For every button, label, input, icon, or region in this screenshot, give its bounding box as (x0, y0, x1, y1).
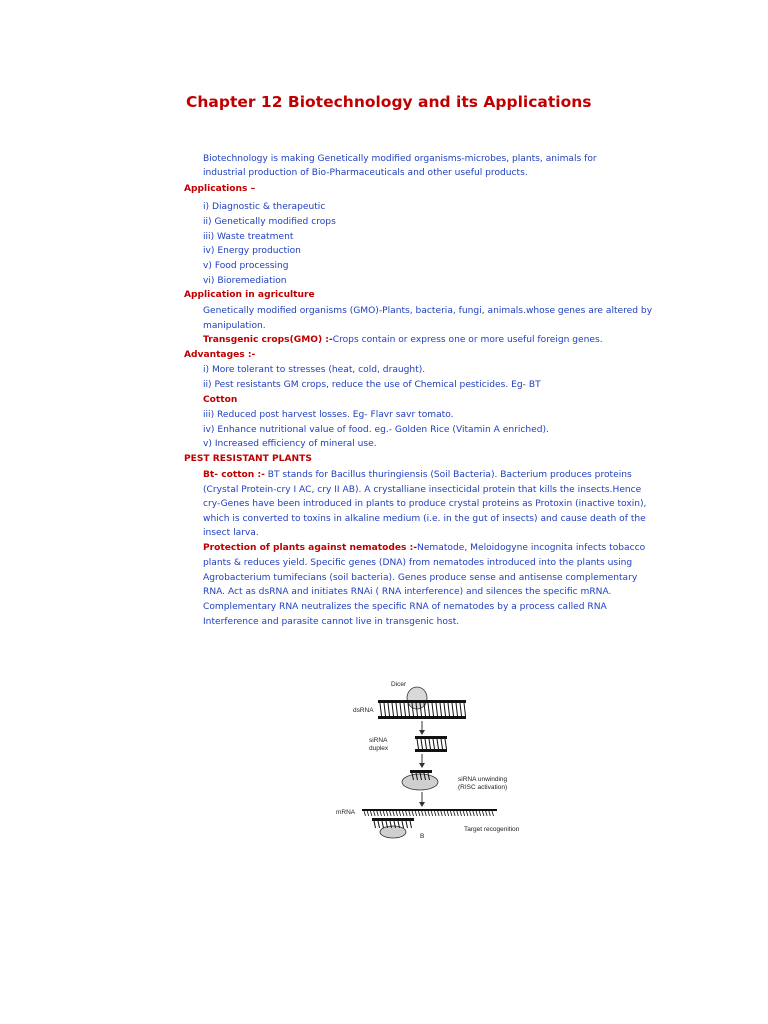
cotton-label: Cotton (203, 395, 238, 405)
list-item: iii) Waste treatment (203, 232, 294, 242)
nem-line: Interference and parasite cannot live in transgenic host. (203, 617, 460, 627)
rna-base-tick (454, 811, 456, 816)
rna-base-tick (437, 739, 439, 749)
rna-base-tick (374, 821, 376, 828)
mrna-strand (362, 809, 497, 816)
sirna-duplex (415, 736, 447, 752)
rna-base-tick (428, 811, 430, 816)
transgenic-label: Transgenic crops(GMO) :- (203, 335, 333, 345)
rna-base-tick (436, 703, 438, 716)
advantage-item: iii) Reduced post harvest losses. Eg- Flavr savr tomato. (203, 410, 454, 420)
rna-base-tick (463, 811, 465, 816)
dicer-label: Dicer (391, 681, 407, 688)
rna-base-tick (402, 811, 404, 816)
rna-base-tick (409, 811, 411, 816)
gmo-line-2: manipulation. (203, 321, 266, 331)
rna-base-tick (425, 811, 427, 816)
rna-base-tick (404, 703, 406, 716)
transgenic-text: Crops contain or express one or more useful foreign genes. (332, 335, 603, 345)
arrow-icon (419, 792, 425, 807)
rna-base-tick (486, 811, 488, 816)
rna-base-tick (440, 703, 442, 716)
list-item: vi) Bioremediation (203, 276, 287, 286)
rna-base-tick (422, 811, 424, 816)
b-label: B (420, 833, 425, 840)
rna-base-tick (378, 821, 380, 828)
rna-base-tick (388, 703, 390, 716)
rnai-diagram (330, 676, 540, 841)
rna-base-tick (367, 811, 369, 816)
gmo-line-1: Genetically modified organisms (GMO)-Plants, bacteria, fungi, animals.whose genes are altered by (203, 306, 653, 316)
bt-line: (Crystal Protein-cry I AC, cry II AB). A crystalliane insecticidal protein that kills the insects.Hence (203, 485, 642, 495)
nem-line: RNA. Act as dsRNA and initiates RNAi ( RNA interference) and silences the specific mRNA. (203, 587, 612, 597)
list-item: i) Diagnostic & therapeutic (203, 202, 326, 212)
rna-base-tick (418, 811, 420, 816)
rna-base-tick (425, 739, 427, 749)
rna-base-tick (406, 821, 408, 828)
rna-base-tick (415, 811, 417, 816)
rna-base-tick (377, 811, 379, 816)
list-item: iv) Energy production (203, 246, 301, 256)
rna-base-tick (384, 703, 386, 716)
mrna-label: mRNA (336, 809, 356, 816)
rna-base-tick (390, 811, 392, 816)
rna-base-tick (444, 811, 446, 816)
rna-base-tick (417, 739, 419, 749)
rna-base-tick (470, 811, 472, 816)
applications-heading: Applications – (184, 184, 256, 194)
rna-base-tick (479, 811, 481, 816)
sirna-label-1: siRNA (369, 737, 388, 744)
rna-base-tick (380, 703, 382, 716)
rna-base-tick (402, 821, 404, 828)
list-item: ii) Genetically modified crops (203, 217, 336, 227)
advantage-item: iv) Enhance nutritional value of food. eg.- Golden Rice (Vitamin A enriched). (203, 425, 549, 435)
bt-line: which is converted to toxins in alkaline medium (i.e. in the gut of insects) and cause death of the (203, 514, 646, 524)
rna-base-tick (374, 811, 376, 816)
bt-line-1 (203, 468, 632, 483)
target-complex (372, 818, 414, 838)
rna-base-tick (432, 703, 434, 716)
nem-line: Complementary RNA neutralizes the specific RNA of nematodes by a process called RNA (203, 602, 607, 612)
advantage-item: ii) Pest resistants GM crops, reduce the use of Chemical pesticides. Eg- BT (203, 380, 541, 390)
rna-base-tick (447, 811, 449, 816)
rna-base-tick (400, 703, 402, 716)
rna-base-tick (460, 703, 462, 716)
rna-base-tick (482, 811, 484, 816)
rna-base-tick (396, 703, 398, 716)
rna-base-tick (386, 811, 388, 816)
arrow-icon (419, 754, 425, 768)
nem-line: plants & reduces yield. Specific genes (DNA) from nematodes introduced into the plants using (203, 558, 633, 568)
rna-base-tick (431, 811, 433, 816)
intro-line-1: Biotechnology is making Genetically modified organisms-microbes, plants, animals for (203, 154, 597, 164)
advantage-item: i) More tolerant to stresses (heat, cold, draught). (203, 365, 426, 375)
nem-line-1 (203, 541, 645, 556)
rna-base-tick (473, 811, 475, 816)
rna-base-tick (382, 821, 384, 828)
rna-base-tick (383, 811, 385, 816)
risc-complex (402, 770, 438, 790)
rna-base-tick (380, 811, 382, 816)
nematode-label: Protection of plants against nematodes :- (203, 543, 418, 553)
rna-base-tick (460, 811, 462, 816)
rna-base-tick (438, 811, 440, 816)
pest-heading: PEST RESISTANT PLANTS (184, 454, 312, 464)
rna-base-tick (412, 811, 414, 816)
page-title: Chapter 12 Biotechnology and its Applications (186, 93, 592, 111)
rna-base-tick (434, 811, 436, 816)
rna-base-tick (456, 703, 458, 716)
nematode-first-text: Nematode, Meloidogyne incognita infects tobacco (417, 543, 646, 553)
bt-first-text: BT stands for Bacillus thuringiensis (Soil Bacteria). Bacterium produces proteins (264, 470, 632, 480)
rna-base-tick (428, 703, 430, 716)
bt-line: cry-Genes have been introduced in plants to produce crystal proteins as Protoxin (inactive toxin), (203, 499, 647, 509)
rna-base-tick (448, 703, 450, 716)
dsrna-strand (378, 700, 466, 719)
unwinding-label-1: siRNA unwinding (458, 776, 508, 783)
dsrna-label: dsRNA (353, 707, 374, 714)
rna-base-tick (444, 703, 446, 716)
rna-base-tick (466, 811, 468, 816)
rna-base-tick (445, 739, 447, 749)
rna-base-tick (399, 811, 401, 816)
rna-base-tick (452, 703, 454, 716)
rna-base-tick (429, 739, 431, 749)
rna-base-tick (370, 811, 372, 816)
advantages-heading: Advantages :- (184, 350, 256, 360)
target-label: Target recogenition (464, 826, 520, 833)
nem-line: Agrobacterium tumifecians (soil bacteria). Genes produce sense and antisense complementary (203, 573, 638, 583)
list-item: v) Food processing (203, 261, 289, 271)
arrow-icon (419, 721, 425, 735)
rna-base-tick (406, 811, 408, 816)
rna-base-tick (392, 703, 394, 716)
rna-base-tick (489, 811, 491, 816)
rna-base-tick (441, 739, 443, 749)
rna-base-tick (364, 811, 366, 816)
rna-base-tick (421, 739, 423, 749)
rna-base-tick (450, 811, 452, 816)
bt-label: Bt- cotton :- (203, 470, 265, 480)
agriculture-heading: Application in agriculture (184, 290, 315, 300)
unwinding-label-2: (RISC activation) (458, 784, 508, 791)
sirna-label-2: duplex (369, 745, 389, 752)
rna-base-tick (433, 739, 435, 749)
transgenic-line (203, 333, 603, 348)
rna-base-tick (476, 811, 478, 816)
rna-base-tick (492, 811, 494, 816)
rna-base-tick (393, 811, 395, 816)
bt-line: insect larva. (203, 528, 259, 538)
rna-base-tick (464, 703, 466, 716)
intro-line-2: industrial production of Bio-Pharmaceuticals and other useful products. (203, 168, 528, 178)
rna-base-tick (396, 811, 398, 816)
rna-base-tick (457, 811, 459, 816)
rna-base-tick (410, 821, 412, 828)
advantage-item: v) Increased efficiency of mineral use. (203, 439, 377, 449)
rna-base-tick (441, 811, 443, 816)
